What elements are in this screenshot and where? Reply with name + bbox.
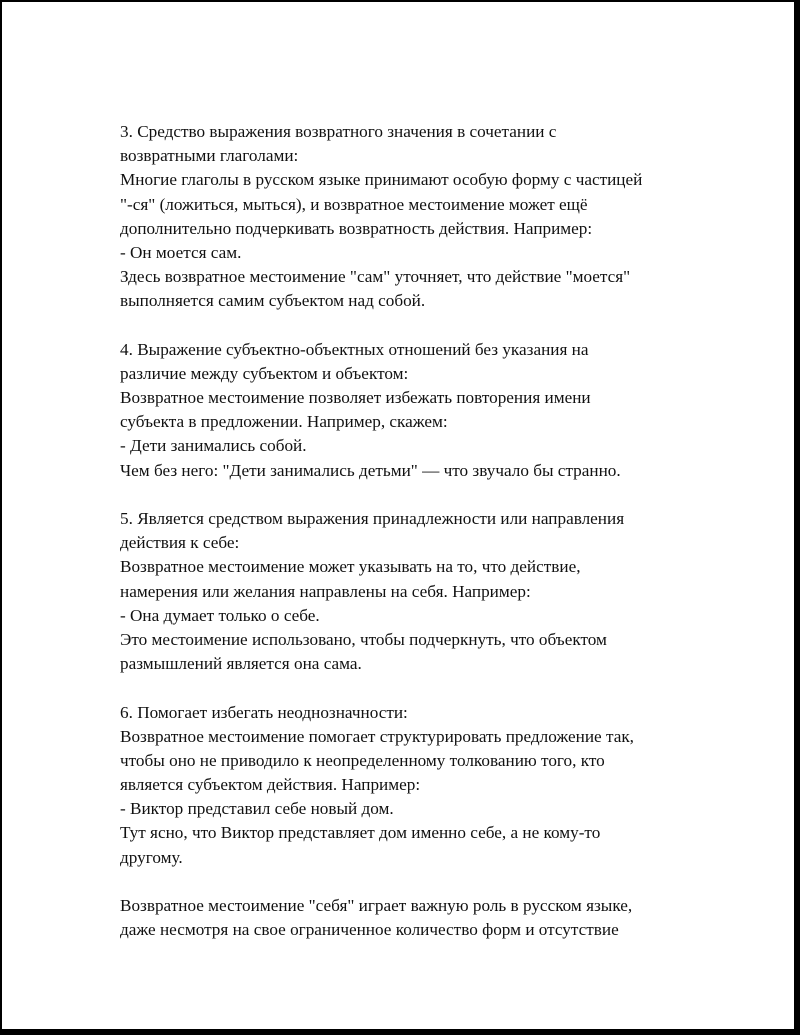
text-line: - Он моется сам. [120,242,242,262]
paragraph-gap [120,314,740,338]
text-line: 3. Средство выражения возвратного значения в сочетании с [120,122,557,141]
text-line: намерения или желания направлены на себя. Например: [120,581,531,601]
text-line: Возвратное местоимение помогает структурировать предложение так, [120,726,634,746]
text-line: 6. Помогает избегать неоднозначности: [120,702,408,722]
text-line: - Виктор представил себе новый дом. [120,799,394,819]
text-line: выполняется самим субъектом над собой. [120,291,426,311]
text-line: дополнительно подчеркивать возвратность действия. Например: [120,218,593,238]
paragraph-gap [120,483,740,507]
text-line: - Дети занимались собой. [120,436,307,456]
text-line: другому. [120,847,183,867]
paragraph-gap [120,870,740,894]
text-line: 5. Является средством выражения принадлежности или направления [120,509,625,528]
text-line: Возвратное местоимение позволяет избежать повторения имени [120,388,591,408]
text-line: Многие глаголы в русском языке принимают особую форму с частицей [120,170,643,190]
document-text [120,120,740,942]
text-line: Тут ясно, что Виктор представляет дом именно себе, а не кому-то [120,823,601,843]
text-line: размышлений является она сама. [120,654,362,674]
text-line: различие между субъектом и объектом: [120,363,409,383]
paragraph [120,120,740,314]
text-line: является субъектом действия. Например: [120,775,421,795]
text-line: возвратными глаголами: [120,146,299,166]
text-line: чтобы оно не приводило к неопределенному толкованию того, кто [120,750,605,770]
paragraph [120,894,740,942]
text-line: Здесь возвратное местоимение "сам" уточняет, что действие "моется" [120,267,631,287]
text-line: Возвратное местоимение "себя" играет важную роль в русском языке, [120,896,633,915]
paragraph [120,338,740,483]
text-line: 4. Выражение субъектно-объектных отношений без указания на [120,339,589,359]
text-line: Это местоимение использовано, чтобы подчеркнуть, что объектом [120,629,607,649]
paragraph [120,507,740,676]
paragraph-gap [120,676,740,700]
text-line: субъекта в предложении. Например, скажем: [120,412,448,432]
text-line: действия к себе: [120,533,240,553]
text-line: даже несмотря на свое ограниченное количество форм и отсутствие [120,920,619,940]
text-line: - Она думает только о себе. [120,605,320,625]
text-line: "-ся" (ложиться, мыться), и возвратное местоимение может ещё [120,194,588,214]
text-line: Возвратное местоимение может указывать на то, что действие, [120,557,581,577]
text-line: Чем без него: "Дети занимались детьми" — что звучало бы странно. [120,460,621,480]
paragraph [120,701,740,870]
